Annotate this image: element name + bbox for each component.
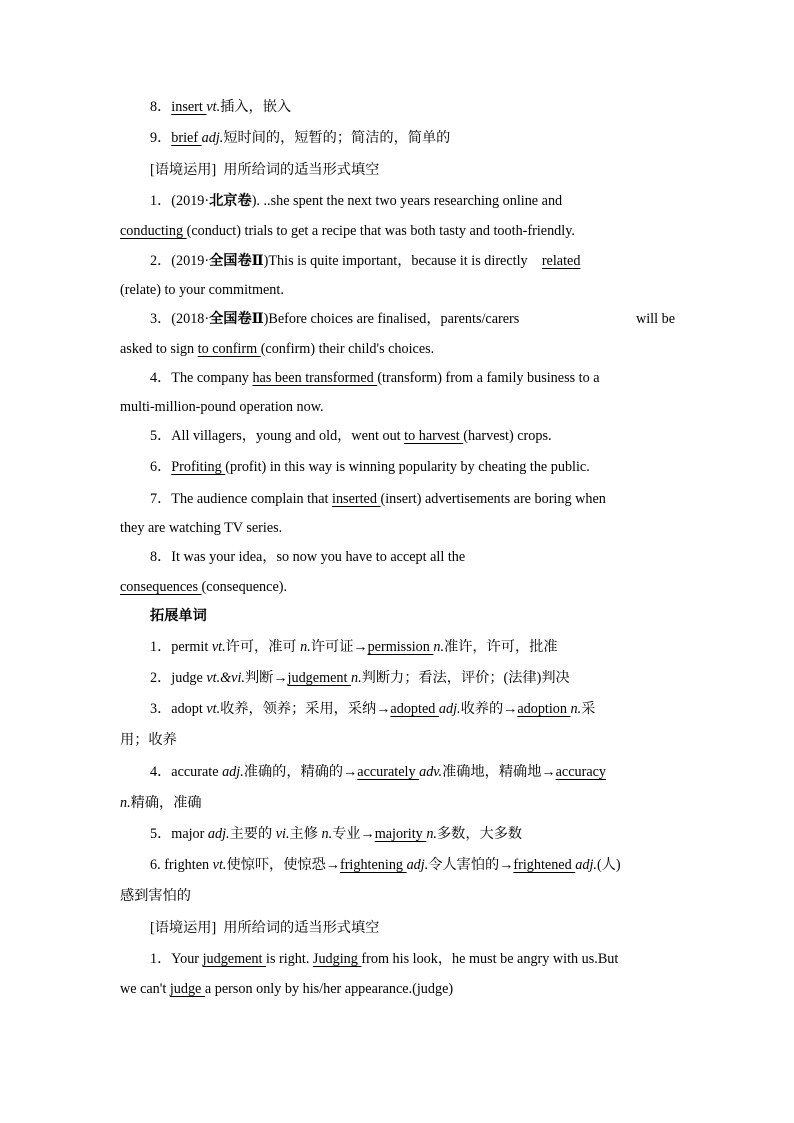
answer: accurately — [357, 764, 420, 780]
answer: adoption — [517, 701, 571, 717]
section-header: [语境运用] 用所给词的适当形式填空 — [150, 920, 380, 936]
source-label: 全国卷Ⅱ — [209, 311, 264, 327]
expand-item-2: 2．judge vt.&vi.判断→judgement n.判断力；看法，评价；(法律)判决 — [150, 670, 570, 686]
vocab-item-8: 8．insert vt.插入，嵌入 — [150, 99, 292, 115]
exercise-4-line2: multi-million-pound operation now. — [120, 399, 324, 415]
section-title: 拓展单词 — [150, 608, 207, 624]
exercise-7-line1: 7．The audience complain that inserted (insert) advertisements are boring when — [150, 491, 606, 507]
answer: frightened — [513, 857, 576, 873]
exercise-7-line2: they are watching TV series. — [120, 520, 283, 536]
exercise-2-line2: (relate) to your commitment. — [120, 282, 284, 298]
answer: judgement — [202, 951, 267, 967]
answer: accuracy — [555, 764, 607, 780]
answer: permission — [367, 639, 434, 655]
answer: majority — [374, 826, 427, 842]
exercise-3-line1: 3．(2018·全国卷Ⅱ)Before choices are finalised，parents/carers will be — [150, 311, 675, 327]
answer: insert — [171, 99, 207, 115]
vocab-item-9: 9．brief adj.短时间的，短暂的；简洁的，简单的 — [150, 130, 451, 146]
exercise-judge-line2: we can't judge a person only by his/her appearance.(judge) — [120, 981, 454, 997]
answer: has been transformed — [252, 370, 378, 386]
source-label: 全国卷Ⅱ — [209, 253, 264, 269]
exercise-5: 5．All villagers，young and old，went out to harvest (harvest) crops. — [150, 428, 552, 444]
expand-item-4-line2: n.精确，准确 — [120, 795, 202, 811]
answer: judgement — [287, 670, 351, 686]
answer: Judging — [312, 951, 362, 967]
answer: judge — [169, 981, 205, 997]
answer: inserted — [332, 491, 381, 507]
answer: consequences — [120, 579, 202, 595]
answer: adopted — [390, 701, 439, 717]
answer: Profiting — [171, 459, 226, 475]
expand-item-6-line2: 感到害怕的 — [120, 888, 191, 904]
expand-item-5: 5．major adj.主要的 vi.主修 n.专业→majority n.多数，大多数 — [150, 826, 523, 842]
exercise-3-line2: asked to sign to confirm (confirm) their child's choices. — [120, 341, 435, 357]
exercise-1-line1: 1．(2019·北京卷). ..she spent the next two years researching online and — [150, 193, 563, 209]
exercise-1-line2: conducting (conduct) trials to get a recipe that was both tasty and tooth-friendly. — [120, 223, 575, 239]
exercise-judge-line1: 1．Your judgement is right. Judging from his look，he must be angry with us.But — [150, 951, 619, 967]
expand-item-6-line1: 6. frighten vt.使惊吓，使惊恐→frightening adj.令人害怕的→frightened adj.(人) — [150, 857, 621, 873]
exercise-4-line1: 4．The company has been transformed (transform) from a family business to a — [150, 370, 600, 386]
expand-item-1: 1．permit vt.许可，准可 n.许可证→permission n.准许，许可，批准 — [150, 639, 558, 655]
answer: brief — [171, 130, 202, 146]
section-header: [语境运用] 用所给词的适当形式填空 — [150, 162, 380, 178]
answer: to confirm — [197, 341, 261, 357]
exercise-8-line2: consequences (consequence). — [120, 579, 288, 595]
expand-item-3-line1: 3．adopt vt.收养，领养；采用，采纳→adopted adj.收养的→adoption n.采 — [150, 701, 596, 717]
exercise-6: 6．Profiting (profit) in this way is winning popularity by cheating the public. — [150, 459, 590, 475]
answer: frightening — [339, 857, 407, 873]
exercise-2-line1: 2．(2019·全国卷Ⅱ)This is quite important，because it is directly related — [150, 253, 581, 269]
expand-item-3-line2: 用；收养 — [120, 732, 177, 748]
expand-item-4-line1: 4．accurate adj.准确的，精确的→accurately adv.准确地，精确地→accuracy — [150, 764, 607, 780]
answer: related — [541, 253, 581, 269]
answer: to harvest — [404, 428, 464, 444]
answer: conducting — [120, 223, 187, 239]
exercise-8-line1: 8．It was your idea，so now you have to accept all the — [150, 549, 466, 565]
source-label: 北京卷 — [209, 193, 252, 209]
